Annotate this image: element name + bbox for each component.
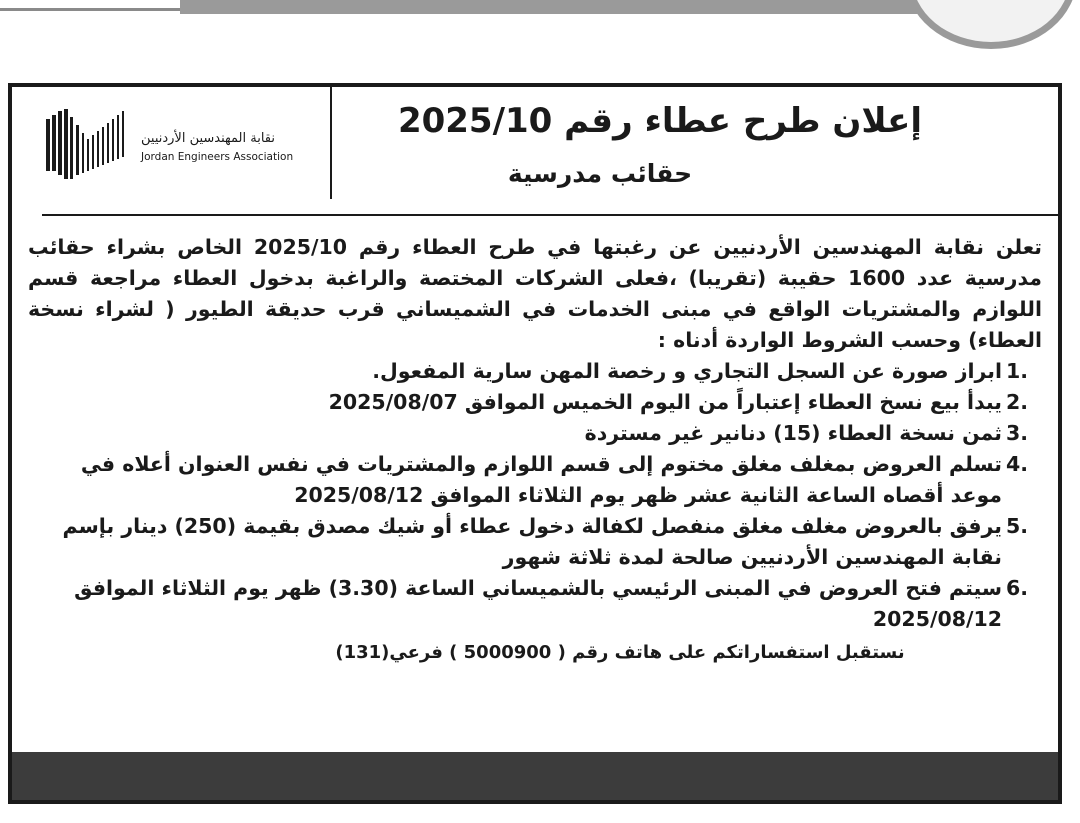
term-item (28, 356, 1042, 387)
corner-circle-decoration (905, 0, 1077, 49)
term-text: يرفق بالعروض مغلف مغلق منفصل لكفالة دخول عطاء أو شيك مصدق بقيمة (250) دينار بإسم نقابة المهندسين الأردنيين صالحة لمدة ثلاثة شهور (62, 514, 1002, 569)
header-divider (330, 87, 332, 199)
logo-arabic-name: نقابة المهندسين الأردنيين (141, 131, 275, 146)
notice-title: إعلان طرح عطاء رقم 2025/10 (397, 101, 923, 141)
top-decoration-line (0, 8, 180, 11)
term-number: 1. (1006, 359, 1029, 383)
term-text: ثمن نسخة العطاء (15) دنانير غير مستردة (584, 421, 1002, 445)
notice-body (28, 232, 1042, 668)
footer-bar (12, 752, 1058, 800)
term-text: ابراز صورة عن السجل التجاري و رخصة المهن سارية المفعول. (372, 359, 1002, 383)
terms-list (28, 356, 1042, 635)
contact-line: نستقبل استفساراتكم على هاتف رقم ( 5000900 ) فرعي(131) (335, 642, 905, 663)
term-text: تسلم العروض بمغلف مغلق مختوم إلى قسم اللوازم والمشتريات في نفس العنوان أعلاه في موعد أقصاه الساعة الثانية عشر ظهر يوم الثلاثاء الموافق 2025/08/12 (80, 452, 1002, 507)
term-number: 5. (1006, 514, 1029, 538)
term-item (28, 418, 1042, 449)
notice-subtitle: حقائب مدرسية (507, 159, 693, 188)
term-number: 4. (1006, 452, 1029, 476)
jea-logo-mark-icon (46, 109, 132, 181)
term-item (28, 449, 1042, 511)
term-item (28, 387, 1042, 418)
term-text: سيتم فتح العروض في المبنى الرئيسي بالشميساني الساعة (3.30) ظهر يوم الثلاثاء الموافق 2025/08/12 (74, 576, 1002, 631)
jea-logo (46, 109, 326, 181)
term-number: 2. (1006, 390, 1029, 414)
tender-notice (8, 83, 1062, 804)
term-item (28, 511, 1042, 573)
top-decoration-bar (180, 0, 980, 14)
term-text: يبدأ بيع نسخ العطاء إعتباراً من اليوم الخميس الموافق 2025/08/07 (328, 390, 1002, 414)
term-number: 6. (1006, 576, 1029, 600)
notice-intro: تعلن نقابة المهندسين الأردنيين عن رغبتها في طرح العطاء رقم 2025/10 الخاص بشراء حقائب مدرسية عدد 1600 حقيبة (تقريبا) ،فعلى الشركات المختصة والراغبة بدخول العطاء مراجعة قسم اللوازم والمشتريات الواقع في مبنى الخدمات في الشميساني قرب حديقة الطيور ( لشراء نسخة العطاء) وحسب الشروط الواردة أدناه : (28, 235, 1042, 352)
header-bottom-rule (42, 214, 1058, 216)
term-number: 3. (1006, 421, 1029, 445)
logo-english-name: Jordan Engineers Association (141, 151, 294, 163)
notice-header (12, 87, 1058, 217)
term-item (28, 573, 1042, 635)
